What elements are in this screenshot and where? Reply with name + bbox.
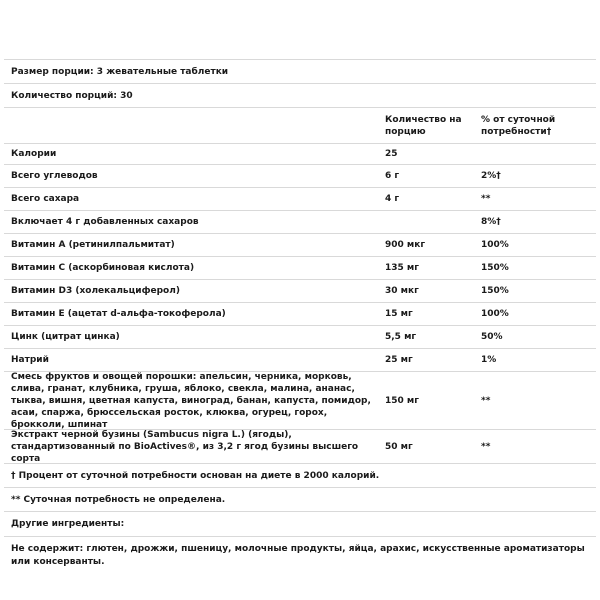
row-dv: 8%† bbox=[481, 217, 501, 227]
row-dv: 100% bbox=[481, 240, 509, 250]
row-name: Смесь фруктов и овощей порошки: апельсин, черника, морковь, слива, гранат, клубника, груша, яблоко, свекла, малина, ананас, тыква, вишня, цветная капуста, виноград, банан, капуста, помидор, асаи, спаржа, брюссельская росток, клюква, огурец, горох, брокколи, шпинат bbox=[11, 371, 371, 430]
other-ingredients-label: Другие ингредиенты: bbox=[4, 512, 596, 537]
row-dv: 100% bbox=[481, 309, 509, 319]
servings-count: Количество порций: 30 bbox=[4, 84, 596, 108]
footnote-not-established: ** Суточная потребность не определена. bbox=[4, 488, 596, 512]
table-row bbox=[4, 372, 596, 430]
row-dv: 150% bbox=[481, 263, 509, 273]
row-name: Цинк (цитрат цинка) bbox=[11, 332, 120, 342]
row-dv: ** bbox=[481, 194, 491, 204]
row-amount: 15 мг bbox=[385, 309, 413, 319]
row-amount: 6 г bbox=[385, 171, 400, 181]
table-row bbox=[4, 234, 596, 257]
table-row bbox=[4, 144, 596, 165]
table-row bbox=[4, 280, 596, 303]
row-amount: 135 мг bbox=[385, 263, 419, 273]
table-row bbox=[4, 257, 596, 280]
serving-size: Размер порции: 3 жевательные таблетки bbox=[4, 60, 596, 84]
row-dv: 1% bbox=[481, 355, 497, 365]
row-dv: 2%† bbox=[481, 171, 501, 181]
row-name: Витамин E (ацетат d-альфа-токоферола) bbox=[11, 309, 226, 319]
table-row bbox=[4, 188, 596, 211]
row-amount: 150 мг bbox=[385, 395, 419, 406]
supplement-facts-table bbox=[4, 59, 596, 569]
table-row bbox=[4, 326, 596, 349]
row-amount: 900 мкг bbox=[385, 240, 426, 250]
table-row bbox=[4, 165, 596, 188]
table-row bbox=[4, 211, 596, 234]
row-name: Витамин A (ретинилпальмитат) bbox=[11, 240, 175, 250]
row-name: Витамин C (аскорбиновая кислота) bbox=[11, 263, 195, 273]
row-amount: 5,5 мг bbox=[385, 332, 417, 342]
row-name: Натрий bbox=[11, 355, 49, 365]
row-name: Калории bbox=[11, 149, 57, 159]
table-row bbox=[4, 349, 596, 372]
row-amount: 50 мг bbox=[385, 441, 413, 452]
row-name: Всего сахара bbox=[11, 194, 80, 204]
row-name: Включает 4 г добавленных сахаров bbox=[11, 217, 199, 227]
footnote-daily-value: † Процент от суточной потребности основан на диете в 2000 калорий. bbox=[4, 464, 596, 488]
table-row bbox=[4, 303, 596, 326]
header-daily-value: % от суточной потребности† bbox=[481, 114, 556, 137]
free-from-statement: Не содержит: глютен, дрожжи, пшеницу, молочные продукты, яйца, арахис, искусственные ароматизаторы или консерванты. bbox=[11, 544, 585, 567]
row-dv: 50% bbox=[481, 332, 503, 342]
row-dv: ** bbox=[481, 441, 491, 452]
row-name: Витамин D3 (холекальциферол) bbox=[11, 286, 180, 296]
row-amount: 4 г bbox=[385, 194, 400, 204]
row-dv: ** bbox=[481, 395, 491, 406]
row-name: Экстракт черной бузины (Sambucus nigra L.) (ягоды), стандартизованный по BioActives®, из 3,2 г ягод бузины высшего сорта bbox=[11, 429, 359, 464]
row-dv: 150% bbox=[481, 286, 509, 296]
table-header bbox=[4, 108, 596, 144]
header-amount: Количество на порцию bbox=[385, 114, 462, 137]
row-amount: 30 мкг bbox=[385, 286, 419, 296]
row-amount: 25 bbox=[385, 149, 398, 159]
row-name: Всего углеводов bbox=[11, 171, 98, 181]
table-row bbox=[4, 430, 596, 464]
row-amount: 25 мг bbox=[385, 355, 413, 365]
